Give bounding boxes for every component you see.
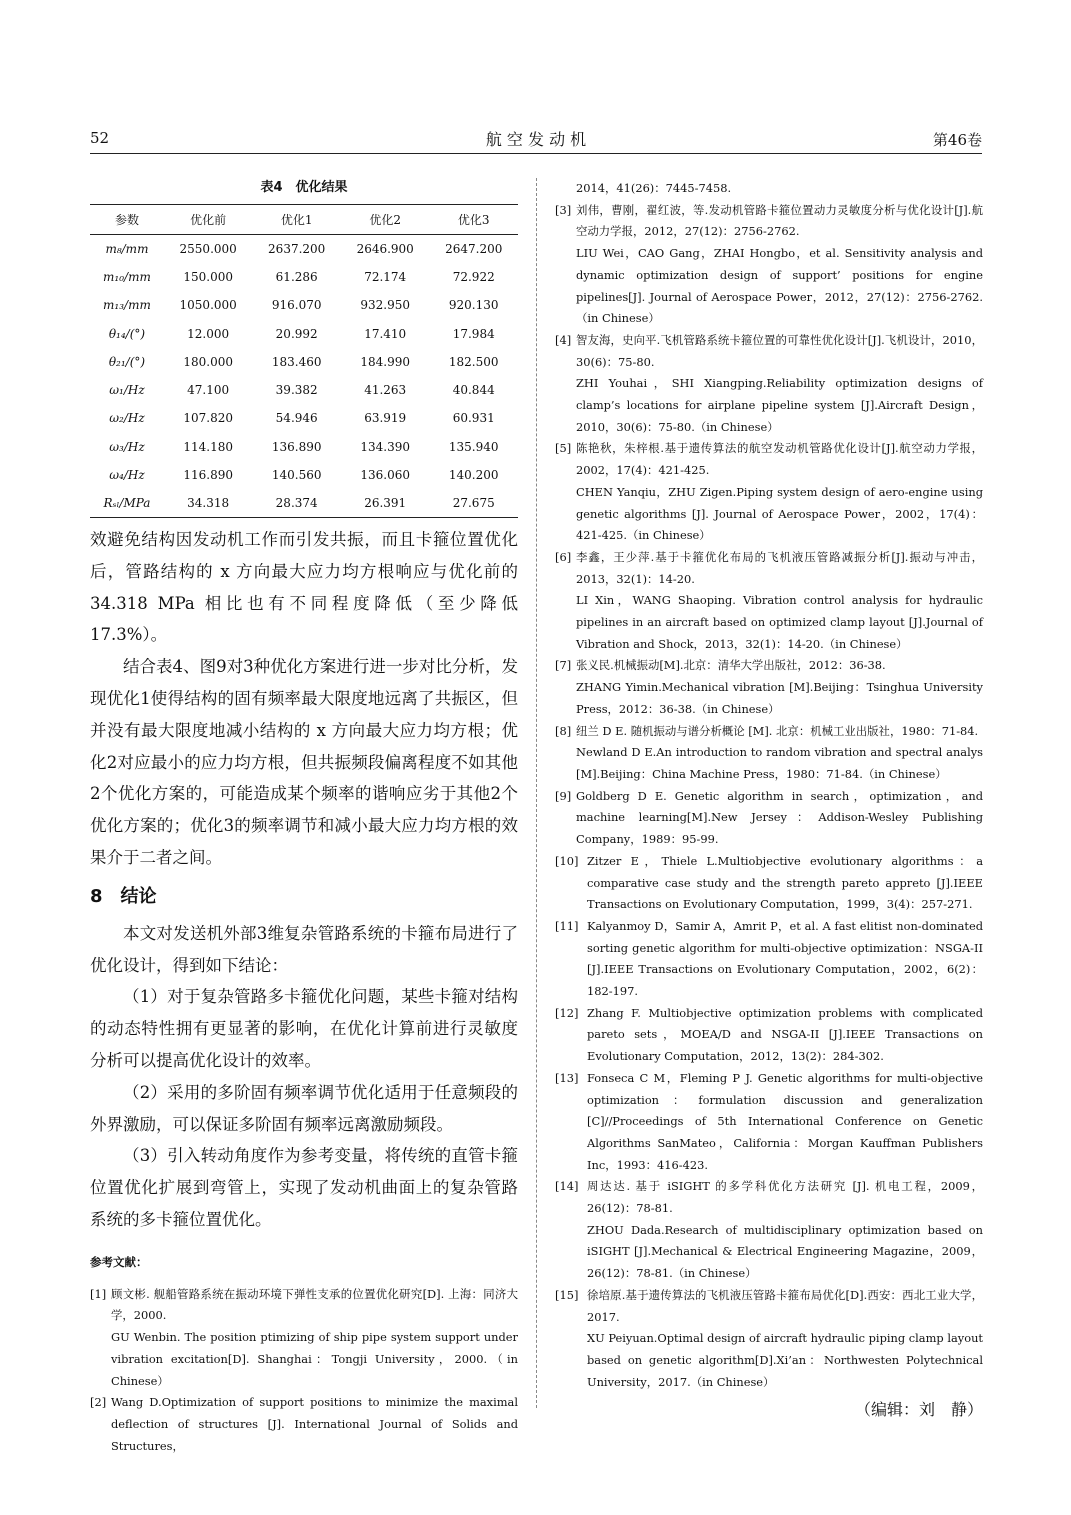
table-cell: 61.286 [275,269,318,284]
reference-text: 纽兰 D E. 随机振动与谱分析概论 [M]. 北京：机械工业出版社，1980：71-84. [576,723,979,738]
paragraph: 本文对发送机外部3维复杂管路系统的卡箍布局进行了优化设计，得到如下结论： [90,923,518,975]
table-header-cell: 优化前 [164,205,253,235]
table-cell: 34.318 [164,489,253,517]
table-title: 表4 优化结果 [260,180,348,195]
table-cell-param: Rₛₗ/MPa [90,489,164,517]
reference-text: 顾文彬. 舰船管路系统在振动环境下弹性支承的位置优化研究[D]. 上海：同济大学，2000. [111,1286,518,1323]
table-body [90,235,518,518]
reference-text: 刘伟，曹刚，翟红波，等.发动机管路卡箍位置动力灵敏度分析与优化设计[J].航空动力学报，2012，27(12)：2756-2762. [576,202,983,239]
reference-number: [3] [555,202,572,217]
table-cell: 17.410 [364,326,407,341]
reference-text: 张义民.机械振动[M].北京：清华大学出版社，2012：36-38. [576,658,886,673]
reference-text: Wang D.Optimization of support positions to minimize the maximal deflection of structures [J]. International Journal of Solids and Structures， [111,1395,518,1453]
left-column [90,178,518,1457]
reference-body [109,1284,518,1393]
table-cell: 2637.200 [268,241,326,256]
journal-title: 航 空 发 动 机 [485,130,587,149]
table-cell: 54.946 [275,411,318,426]
table-cell: 180.000 [183,354,233,369]
table-cell: 150.000 [183,269,233,284]
table-cell: 41.263 [364,383,407,398]
page-number: 52 [90,129,110,147]
table-cell: 134.390 [360,439,410,454]
column-divider [536,178,537,1408]
table-cell: 916.070 [271,298,322,313]
body-text [90,524,518,1236]
reference-number: [7] [555,658,572,673]
reference-number: [2] [90,1395,107,1410]
running-head [90,125,982,153]
table-cell: 114.180 [183,439,233,454]
table-cell: 107.820 [183,411,233,426]
table-cell: 63.919 [364,411,407,426]
reference-item [555,1068,983,1177]
table-cell: 12.000 [187,326,230,341]
paragraph: （3）引入转动角度作为参考变量，将传统的直管卡箍位置优化扩展到弯管上，实现了发动机曲面上的复杂管路系统的多卡箍位置优化。 [90,1146,518,1229]
table-header-cell: 优化1 [252,205,341,235]
reference-text: 徐培原.基于遗传算法的飞机液压管路卡箍布局优化[D].西安：西北工业大学，2017. [587,1287,983,1324]
reference-translation: GU Wenbin. The position ptimizing of ship pipe system support under vibration excitation[D]. Shanghai：Tongji University，2000.（in Chinese） [111,1330,518,1388]
table-cell: 20.992 [275,326,318,341]
reference-number: [1] [90,1286,107,1301]
header-rule [90,153,982,154]
table-row [90,461,518,489]
table-header-row [90,205,518,235]
reference-text: Zhang F. Multiobjective optimization problems with complicated pareto sets，MOEA/D and NSGA-II [J].IEEE Transactions on Evolutionary Computation，2012，13(2)：284-302. [587,1005,983,1064]
reference-body [574,547,983,656]
table-cell: 72.174 [364,269,407,284]
table-row [90,263,518,291]
reference-translation: ZHANG Yimin.Mechanical vibration [M].Beijing：Tsinghua University Press，2012：36-38.（in Chinese） [576,680,983,716]
table-row [90,348,518,376]
reference-body [585,916,983,1003]
reference-item [555,330,983,439]
reference-body [574,178,983,200]
table-cell: 140.560 [271,468,322,483]
reference-text: Zitzer E，Thiele L.Multiobjective evolutionary algorithms：a comparative case study and the strength pareto appreto [J].IEEE Transactions on Evolutionary Computation，1999，3(4)：257-271. [587,853,983,912]
reference-item [555,438,983,547]
table-cell: 2550.000 [179,241,237,256]
reference-item [555,851,983,916]
table-cell: 140.200 [448,468,499,483]
table-cell: 26.391 [341,489,430,517]
reference-translation: XU Peiyuan.Optimal design of aircraft hydraulic piping clamp layout based on genetic algorithm[D].Xi’an：Northwesten Polytechnical University，2017.（in Chinese） [587,1331,983,1389]
references-heading: 参考文献： [90,1254,148,1269]
reference-body [574,200,983,330]
table-cell: 2647.200 [445,241,503,256]
reference-translation: ZHOU Dada.Research of multidisciplinary optimization based on iSIGHT [J].Mechanical & Electrical Engineering Magazine，2009，26(12)：78-81.（in Chinese） [587,1222,983,1281]
reference-translation: LI Xin，WANG Shaoping. Vibration control analysis for hydraulic pipelines in an aircraft based on optimized clamp layout [J].Journal of Vibration and Shock，2013，32(1)：14-20.（in Chinese） [576,593,983,651]
reference-body [574,655,983,720]
reference-item [555,1003,983,1068]
reference-body [585,1003,983,1068]
paragraph: 结合表4、图9对3种优化方案进行进一步对比分析，发现优化1使得结构的固有频率最大限度地远离了共振区，但并没有最大限度地减小结构的 x 方向最大应力均方根；优化2对应最小的应力均方根，但共振频段偏离程度不如其他2个优化方案的，可能造成某个频率的谐响应劣于其他2个优化方案的；优化3的频率调节和减小最大应力均方根的效果介于二者之间。 [90,657,518,867]
table-cell: 1050.000 [179,298,237,313]
reference-number: [4] [555,332,572,347]
reference-text: 李鑫，王少萍.基于卡箍优化布局的飞机液压管路减振分析[J].振动与冲击，2013，32(1)：14-20. [576,549,983,586]
reference-item [555,1176,983,1285]
references-list-left [90,1284,518,1458]
editor-note: （编辑：刘 静） [854,1400,983,1420]
table-cell-param: ω₁/Hz [109,383,145,398]
reference-number: [11] [555,918,579,933]
reference-item [90,1284,518,1393]
reference-text: 周达达. 基于 iSIGHT 的多学科优化方法研究 [J]. 机电工程，2009，26(12)：78-81. [587,1179,983,1216]
table-cell-param: ω₃/Hz [109,439,145,454]
section-heading: 8 结论 [90,885,157,907]
right-column [555,178,983,1420]
reference-body [574,721,983,786]
reference-item [555,721,983,786]
table-cell-param: m₁₃/mm [103,298,151,313]
reference-item [555,786,983,851]
reference-item [555,547,983,656]
reference-item [555,655,983,720]
table-cell: 932.950 [360,298,410,313]
reference-number: [10] [555,853,579,868]
reference-item [555,1285,983,1394]
table-cell: 116.890 [183,468,233,483]
reference-text: 2014，41(26)：7445-7458. [576,181,732,195]
table-row [90,376,518,404]
table-cell-param: m₁₀/mm [103,269,151,284]
table-cell: 135.940 [448,439,499,454]
table-cell: 136.060 [360,468,410,483]
volume-label: 第46卷 [932,131,982,149]
table-cell: 2646.900 [356,241,414,256]
table-row [90,235,518,263]
table-cell: 17.984 [452,326,495,341]
table-cell: 920.130 [448,298,499,313]
table-cell: 72.922 [452,269,495,284]
table-cell: 184.990 [360,354,410,369]
reference-number: [8] [555,723,572,738]
table-cell: 47.100 [187,383,230,398]
reference-number: [9] [555,788,572,803]
table-row [90,489,518,517]
reference-item [555,178,983,200]
reference-body [585,1285,983,1394]
reference-translation: CHEN Yanqiu，ZHU Zigen.Piping system design of aero-engine using genetic algorithms [J]. Journal of Aerospace Power，2002，17(4)：421-425.（in Chinese） [576,484,983,543]
reference-translation: LIU Wei，CAO Gang，ZHAI Hongbo，et al. Sensitivity analysis and dynamic optimization design of support’ positions for engine pipelines[J]. Journal of Aerospace Power，2012，27(12)：2756-2762.（in Chinese） [576,246,983,326]
reference-text: Fonseca C M，Fleming P J. Genetic algorithms for multi-objective optimization：formulation discussion and generalization [C]//Proceedings of 5th International Conference on Genetic Algorithms SanMateo，California：Morgan Kauffman Publishers Inc，1993：416-423. [587,1070,983,1172]
reference-item [555,200,983,330]
table-cell: 39.382 [275,383,318,398]
reference-item [90,1392,518,1457]
table-cell: 60.931 [452,411,495,426]
paragraph: 效避免结构因发动机工作而引发共振，而且卡箍位置优化后，管路结构的 x 方向最大应力均方根响应与优化前的 34.318 MPa 相比也有不同程度降低（至少降低 17.3%）。 [90,529,518,645]
reference-number: [5] [555,441,572,456]
table-cell-param: m₈/mm [105,241,149,256]
reference-number: [12] [555,1005,579,1020]
table-header-cell: 参数 [90,205,164,235]
table-header-cell: 优化2 [341,205,430,235]
table-row [90,319,518,347]
table-header-cell: 优化3 [429,205,518,235]
table-cell: 136.890 [271,439,322,454]
reference-body [585,1176,983,1285]
table-cell-param: θ₂₁/(°) [108,354,146,369]
reference-number: [15] [555,1287,579,1302]
table-cell-param: ω₄/Hz [109,468,145,483]
table-cell: 182.500 [448,354,499,369]
table-cell-param: ω₂/Hz [109,411,145,426]
reference-body [574,330,983,439]
table-cell: 27.675 [429,489,518,517]
results-table [90,204,518,518]
reference-text: 陈艳秋，朱梓根.基于遗传算法的航空发动机管路优化设计[J].航空动力学报，2002，17(4)：421-425. [576,441,983,478]
reference-number: [13] [555,1070,579,1085]
reference-body [574,786,983,851]
table-cell: 40.844 [452,383,495,398]
reference-body [574,438,983,547]
table-row [90,291,518,319]
table-cell: 183.460 [271,354,322,369]
table-row [90,404,518,432]
paragraph: （2）采用的多阶固有频率调节优化适用于任意频段的外界激励，可以保证多阶固有频率远离激励频段。 [90,1082,518,1134]
paragraph: （1）对于复杂管路多卡箍优化问题，某些卡箍对结构的动态特性拥有更显著的影响，在优化计算前进行灵敏度分析可以提高优化设计的效率。 [90,987,518,1070]
reference-text: Goldberg D E. Genetic algorithm in search，optimization，and machine learning[M].New Jersey：Addison-Wesley Publishing Company，1989：95-99. [576,788,983,847]
table-cell-param: θ₁₄/(°) [108,326,146,341]
reference-body [585,1068,983,1177]
references-list-right [555,178,983,1393]
table-row [90,433,518,461]
reference-body [109,1392,518,1457]
reference-text: Kalyanmoy D，Samir A，Amrit P，et al. A fast elitist non-dominated sorting genetic algorithm for multi-objective optimization：NSGA-II [J].IEEE Transactions on Evolutionary Computation，2002，6(2)：182-197. [587,918,983,999]
reference-translation: ZHI Youhai，SHI Xiangping.Reliability optimization designs of clamp’s locations for airplane pipeline system [J].Aircraft Design，2010，30(6)：75-80.（in Chinese） [576,376,983,434]
reference-text: 智友海，史向平.飞机管路系统卡箍位置的可靠性优化设计[J].飞机设计，2010，30(6)：75-80. [576,332,983,369]
reference-number: [6] [555,549,572,564]
reference-body [585,851,983,916]
reference-item [555,916,983,1003]
reference-translation: Newland D E.An introduction to random vibration and spectral analys [M].Beijing：China Machine Press，1980：71-84.（in Chinese） [576,745,983,781]
table-cell: 28.374 [252,489,341,517]
reference-number: [14] [555,1179,579,1194]
reference-number [555,178,574,200]
